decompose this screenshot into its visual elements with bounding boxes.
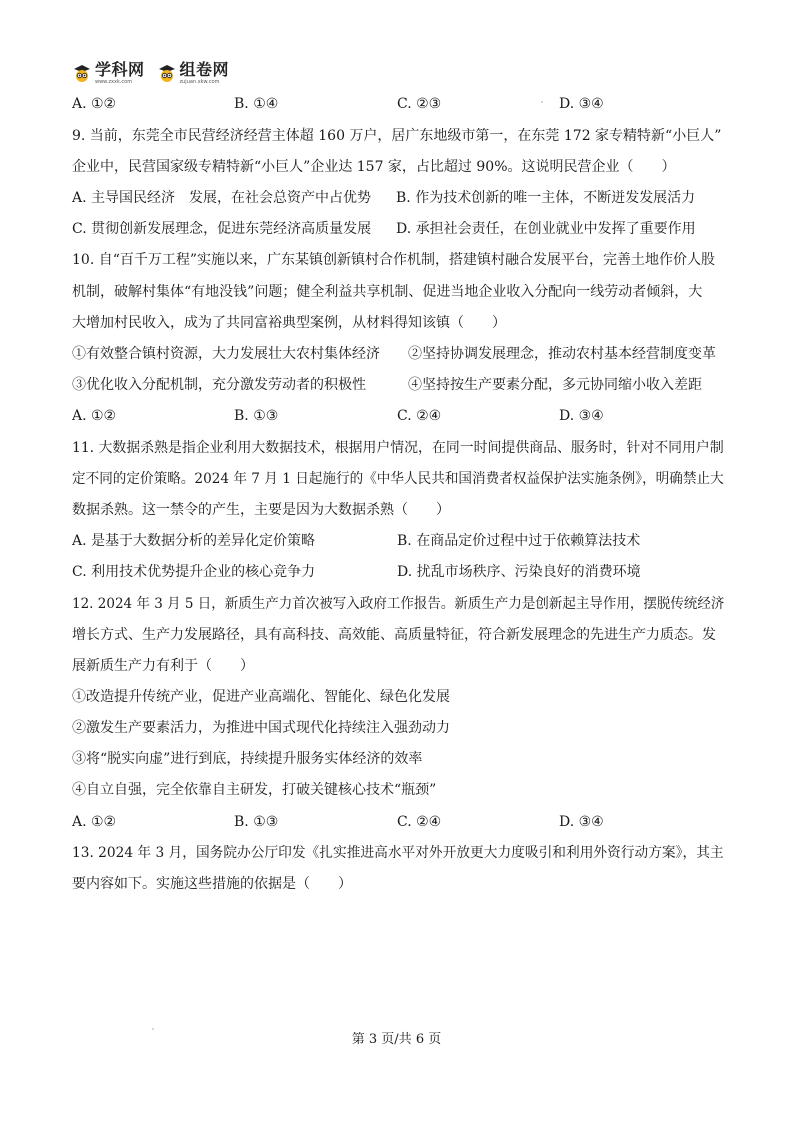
option-d: D. ③④ bbox=[559, 814, 604, 830]
logo-url: www.zxxk.com bbox=[95, 78, 133, 85]
q10-options bbox=[72, 406, 724, 426]
option-a: A. 是基于大数据分析的差异化定价策略 bbox=[72, 533, 316, 549]
q10-statements-row bbox=[72, 344, 724, 364]
option-b: B. 作为技术创新的唯一主体，不断迸发发展活力 bbox=[396, 190, 696, 206]
q9-stem-line: 企业中，民营国家级专精特新“小巨人”企业达 157 家，占比超过 90%。这说明民营企业（ ） bbox=[72, 159, 676, 175]
q9-options-row bbox=[72, 188, 724, 208]
zxxk-logo bbox=[72, 59, 145, 85]
option-a: A. ①② bbox=[72, 96, 117, 112]
q9-options-row bbox=[72, 219, 724, 239]
q13-stem-line: 13. 2024 年 3 月，国务院办公厅印发《扎实推进高水平对外开放更大力度吸引和利用外资行动方案》，其主 bbox=[72, 845, 724, 861]
option-c: C. ②④ bbox=[397, 408, 442, 424]
option-a: A. 主导国民经济 发展，在社会总资产中占优势 bbox=[72, 190, 372, 206]
statement-3: ③将“脱实向虚”进行到底，持续提升服务实体经济的效率 bbox=[72, 751, 423, 767]
option-d: D. ③④ bbox=[559, 96, 604, 112]
logo-name: 组卷网 bbox=[179, 59, 230, 79]
logo-url: zujuan.xkw.com bbox=[179, 78, 220, 85]
option-c: C. 利用技术优势提升企业的核心竞争力 bbox=[72, 564, 316, 580]
q12-stem-line: 展新质生产力有利于（ ） bbox=[72, 658, 254, 674]
q11-stem-line: 11. 大数据杀熟是指企业利用大数据技术，根据用户情况，在同一时间提供商品、服务时，针对不同用户制 bbox=[72, 440, 724, 456]
option-d: D. ③④ bbox=[559, 408, 604, 424]
zujuan-logo bbox=[157, 59, 230, 85]
q11-stem-line: 定不同的定价策略。2024 年 7 月 1 日起施行的《中华人民共和国消费者权益保护法实施条例》，明确禁止大 bbox=[72, 471, 724, 487]
logo-name: 学科网 bbox=[95, 59, 145, 79]
statement-4: ④坚持按生产要素分配，多元协同缩小收入差距 bbox=[408, 377, 702, 393]
statement-2: ②坚持协调发展理念，推动农村基本经营制度变革 bbox=[408, 346, 716, 362]
statement-1: ①有效整合镇村资源，大力发展壮大农村集体经济 bbox=[72, 346, 380, 362]
owl-mascot-icon bbox=[72, 63, 92, 83]
q9-stem-line: 9. 当前，东莞全市民营经济经营主体超 160 万户，居广东地级市第一，在东莞 172 家专精特新“小巨人” bbox=[72, 128, 722, 144]
header-logos bbox=[72, 60, 241, 86]
q10-statements-row bbox=[72, 375, 724, 395]
option-b: B. ①④ bbox=[234, 96, 279, 112]
option-d: D. 承担社会责任，在创业就业中发挥了重要作用 bbox=[396, 221, 696, 237]
scan-speck bbox=[541, 101, 543, 103]
q12-stem-line: 增长方式、生产力发展路径，具有高科技、高效能、高质量特征，符合新发展理念的先进生产力质态。发 bbox=[72, 627, 716, 643]
option-c: C. ②④ bbox=[397, 814, 442, 830]
option-a: A. ①② bbox=[72, 408, 117, 424]
statement-3: ③优化收入分配机制，充分激发劳动者的积极性 bbox=[72, 377, 366, 393]
q13-stem-line: 要内容如下。实施这些措施的依据是（ ） bbox=[72, 876, 352, 892]
statement-2: ②激发生产要素活力，为推进中国式现代化持续注入强劲动力 bbox=[72, 720, 450, 736]
page-number: 第 3 页/共 6 页 bbox=[351, 1032, 442, 1047]
option-b: B. ①③ bbox=[234, 814, 279, 830]
q12-options bbox=[72, 812, 724, 832]
option-c: C. 贯彻创新发展理念，促进东莞经济高质量发展 bbox=[72, 221, 372, 237]
option-a: A. ①② bbox=[72, 814, 117, 830]
q11-stem-line: 数据杀熟。这一禁令的产生，主要是因为大数据杀熟（ ） bbox=[72, 502, 450, 518]
statement-1: ①改造提升传统产业，促进产业高端化、智能化、绿色化发展 bbox=[72, 689, 450, 705]
statement-4: ④自立自强，完全依靠自主研发，打破关键核心技术“瓶颈” bbox=[72, 782, 437, 798]
q10-stem-line: 大增加村民收入，成为了共同富裕典型案例，从材料得知该镇（ ） bbox=[72, 315, 506, 331]
q10-stem-line: 10. 自“百千万工程”实施以来，广东某镇创新镇村合作机制，搭建镇村融合发展平台，完善土地作价人股 bbox=[72, 252, 716, 268]
q11-options-row bbox=[72, 562, 724, 582]
option-c: C. ②③ bbox=[397, 96, 442, 112]
option-b: B. ①③ bbox=[234, 408, 279, 424]
q8-options bbox=[72, 94, 724, 114]
q10-stem-line: 机制，破解村集体“有地没钱”问题；健全利益共享机制、促进当地企业收入分配向一线劳动者倾斜，大 bbox=[72, 284, 703, 300]
q11-options-row bbox=[72, 531, 724, 551]
option-b: B. 在商品定价过程中过于依赖算法技术 bbox=[397, 533, 641, 549]
q12-stem-line: 12. 2024 年 3 月 5 日，新质生产力首次被写入政府工作报告。新质生产力是创新起主导作用，摆脱传统经济 bbox=[72, 596, 725, 612]
owl-mascot-icon bbox=[157, 63, 177, 83]
option-d: D. 扰乱市场秩序、污染良好的消费环境 bbox=[397, 564, 641, 580]
